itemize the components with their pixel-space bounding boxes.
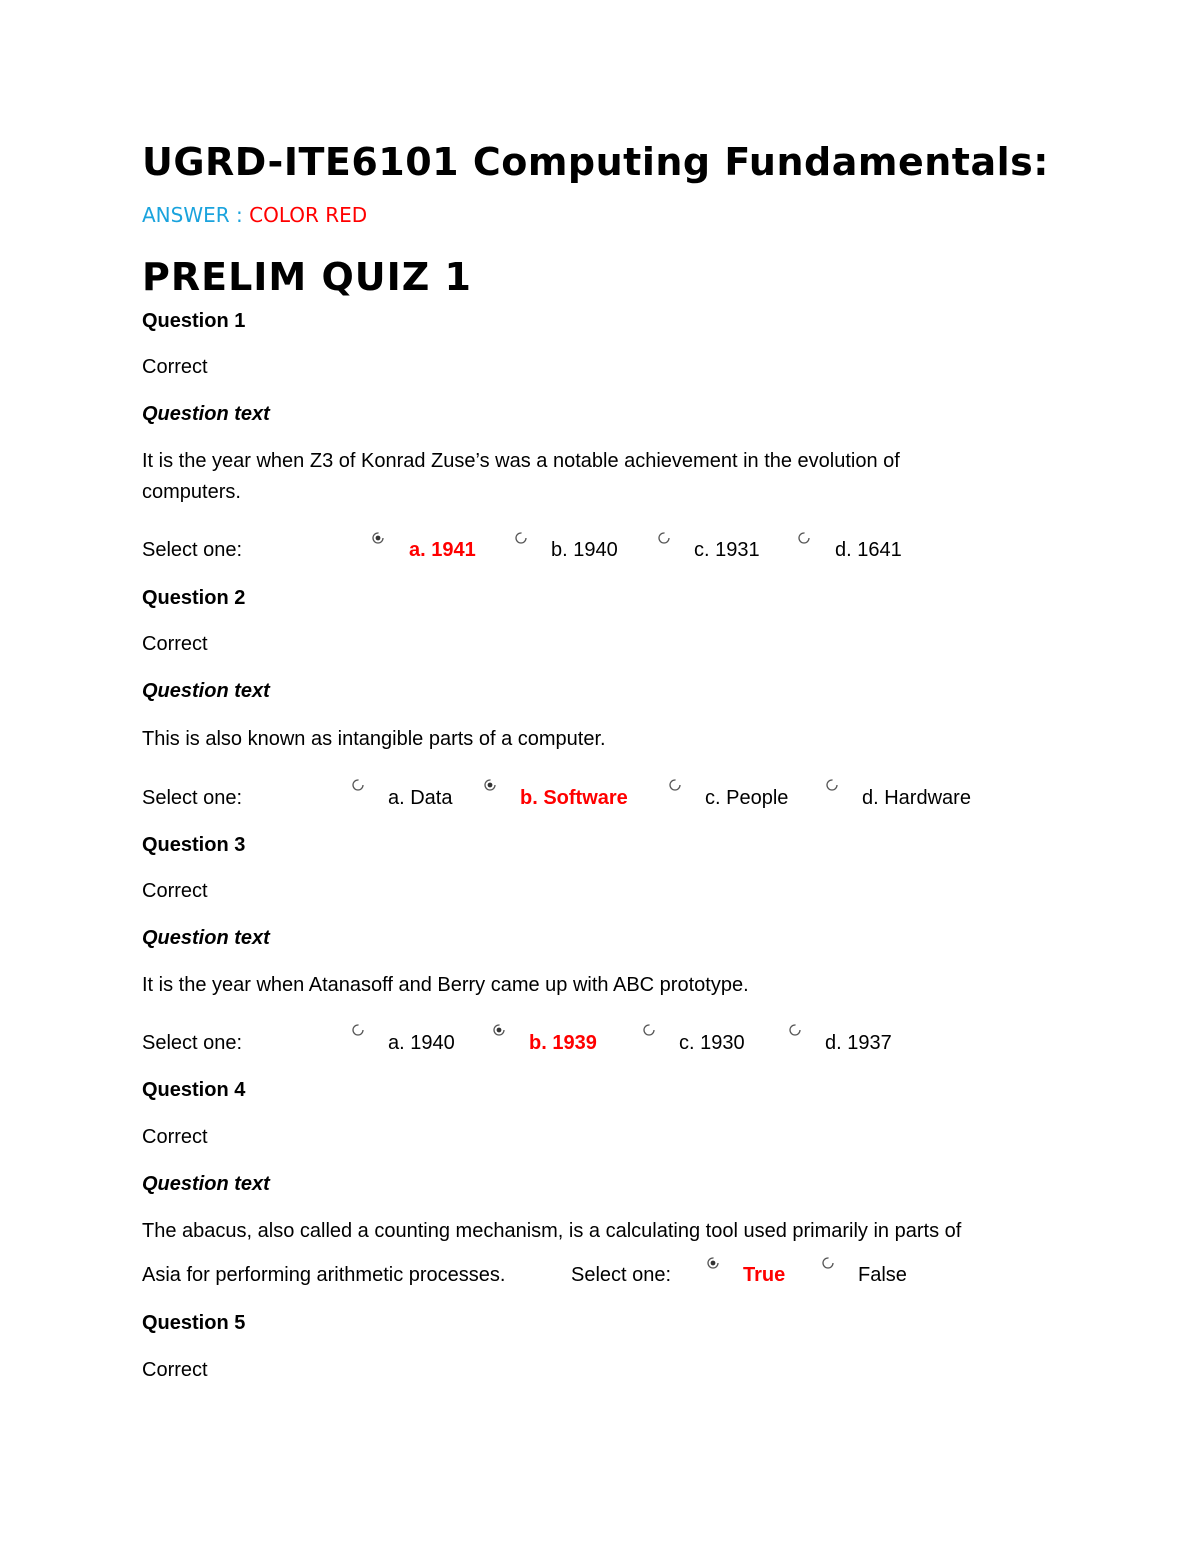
question-1-option-c[interactable]: c. 1931 [694,539,760,561]
question-3-status: Correct [142,880,208,902]
question-1-label: Question 1 [142,310,246,332]
question-2-select-one: Select one: [142,787,243,809]
question-1-text-label: Question text [142,403,270,425]
question-3-label: Question 3 [142,834,246,856]
radio-button-icon[interactable] [821,1256,835,1270]
question-2-label: Question 2 [142,587,246,609]
radio-button-icon[interactable] [657,531,671,545]
question-1-option-a[interactable]: a. 1941 [409,539,476,561]
radio-button-icon[interactable] [788,1023,802,1037]
radio-button-icon[interactable] [351,778,365,792]
question-1-text: It is the year when Z3 of Konrad Zuse’s was a notable achievement in the evolution of [142,450,900,472]
question-3-option-a[interactable]: a. 1940 [388,1032,455,1054]
question-4-text-cont: Asia for performing arithmetic processes. [142,1264,506,1286]
radio-button-icon[interactable] [797,531,811,545]
radio-button-icon[interactable] [642,1023,656,1037]
question-2-text-label: Question text [142,680,270,702]
answer-note [142,203,367,227]
radio-button-checked-icon[interactable] [483,778,497,792]
radio-button-icon[interactable] [825,778,839,792]
radio-button-checked-icon[interactable] [706,1256,720,1270]
question-3-select-one: Select one: [142,1032,243,1054]
question-4-status: Correct [142,1126,208,1148]
radio-button-icon[interactable] [514,531,528,545]
question-4-label: Question 4 [142,1079,246,1101]
question-1-status: Correct [142,356,208,378]
question-3-option-b[interactable]: b. 1939 [529,1032,597,1054]
question-2-option-d[interactable]: d. Hardware [862,787,971,809]
question-3-text-label: Question text [142,927,270,949]
question-2-status: Correct [142,633,208,655]
radio-button-checked-icon[interactable] [371,531,385,545]
question-2-text: This is also known as intangible parts of a computer. [142,728,606,750]
answer-color-note: COLOR RED [249,203,368,227]
question-1-option-b[interactable]: b. 1940 [551,539,618,561]
radio-button-checked-icon[interactable] [492,1023,506,1037]
course-title: UGRD-ITE6101 Computing Fundamentals: [142,140,1049,184]
question-3-option-d[interactable]: d. 1937 [825,1032,892,1054]
question-1-option-d[interactable]: d. 1641 [835,539,902,561]
question-3-option-c[interactable]: c. 1930 [679,1032,745,1054]
question-4-text: The abacus, also called a counting mechanism, is a calculating tool used primarily in parts of [142,1220,962,1242]
question-1-select-one: Select one: [142,539,243,561]
question-4-text-label: Question text [142,1173,270,1195]
question-5-status: Correct [142,1359,208,1381]
question-4-select-one: Select one: [571,1264,672,1286]
answer-label: ANSWER : [142,203,243,227]
radio-button-icon[interactable] [351,1023,365,1037]
radio-button-icon[interactable] [668,778,682,792]
question-3-text: It is the year when Atanasoff and Berry came up with ABC prototype. [142,974,749,996]
question-5-label: Question 5 [142,1312,246,1334]
quiz-title: PRELIM QUIZ 1 [142,255,472,299]
question-4-option-true[interactable]: True [743,1264,786,1286]
question-2-option-a[interactable]: a. Data [388,787,453,809]
question-1-text-cont: computers. [142,481,241,503]
question-4-option-false[interactable]: False [858,1264,907,1286]
question-2-option-c[interactable]: c. People [705,787,789,809]
question-2-option-b[interactable]: b. Software [520,787,628,809]
